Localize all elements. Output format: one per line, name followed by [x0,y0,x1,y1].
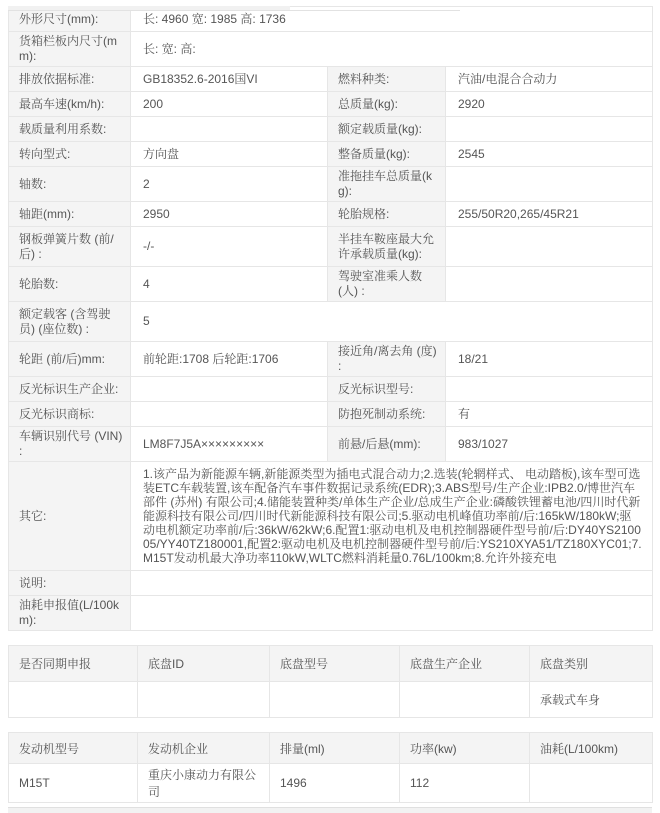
row-value [446,267,653,302]
chassis-data-row [9,682,653,718]
row-label: 排放依据标准: [9,67,131,92]
row-value: 200 [131,92,328,117]
row-label: 反光标识商标: [9,402,131,427]
engine-cell: 112 [400,764,530,803]
chassis-cell [400,682,530,718]
row-label: 外形尺寸(mm): [9,7,131,32]
row-value [446,227,653,267]
row-label: 钢板弹簧片数 (前/后) : [9,227,131,267]
engine-cell: M15T [9,764,138,803]
row-value: 汽油/电混合合动力 [446,67,653,92]
row-label: 轮胎规格: [328,202,446,227]
next-table-top-edge [8,807,652,813]
row-label: 其它: [9,462,131,571]
row-value [131,117,328,142]
table-row [9,142,653,167]
table-row [9,32,653,67]
previous-row-border [8,10,460,11]
row-label: 额定载质量(kg): [328,117,446,142]
row-label: 载质量利用系数: [9,117,131,142]
table-row [9,67,653,92]
table-row [9,377,653,402]
table-row [9,202,653,227]
engine-cell: 重庆小康动力有限公司 [138,764,270,803]
table-row [9,167,653,202]
table-row [9,427,653,462]
row-value [131,596,653,631]
row-label: 整备质量(kg): [328,142,446,167]
row-label: 说明: [9,571,131,596]
engine-table [8,732,653,803]
row-label: 准拖挂车总质量(kg): [328,167,446,202]
chassis-header-cell: 是否同期申报 [9,646,138,682]
row-value [446,167,653,202]
row-value: 2545 [446,142,653,167]
row-label: 轮胎数: [9,267,131,302]
row-value: 2920 [446,92,653,117]
row-label: 轮距 (前/后)mm: [9,342,131,377]
row-label: 燃料种类: [328,67,446,92]
vehicle-spec-table [8,6,653,631]
engine-header-cell: 发动机型号 [9,733,138,764]
engine-header-cell: 排量(ml) [270,733,400,764]
row-value: 方向盘 [131,142,328,167]
chassis-header-cell: 底盘类别 [530,646,653,682]
chassis-header-cell: 底盘ID [138,646,270,682]
engine-header-cell: 油耗(L/100km) [530,733,653,764]
row-label: 半挂车鞍座最大允许承载质量(kg): [328,227,446,267]
row-value: GB18352.6-2016国VI [131,67,328,92]
row-value: 有 [446,402,653,427]
chassis-header-cell: 底盘型号 [270,646,400,682]
table-row [9,267,653,302]
row-value: 18/21 [446,342,653,377]
row-value: 4 [131,267,328,302]
row-label: 驾驶室准乘人数 (人) : [328,267,446,302]
chassis-header-row [9,646,653,682]
table-row [9,227,653,267]
table-row [9,462,653,571]
chassis-cell [9,682,138,718]
engine-data-row [9,764,653,803]
row-label: 防抱死制动系统: [328,402,446,427]
row-value: 长: 宽: 高: [131,32,653,67]
row-value: 前轮距:1708 后轮距:1706 [131,342,328,377]
row-label: 轴距(mm): [9,202,131,227]
engine-cell [530,764,653,803]
row-label: 车辆识别代号 (VIN) : [9,427,131,462]
chassis-header-cell: 底盘生产企业 [400,646,530,682]
row-value: -/- [131,227,328,267]
row-label: 最高车速(km/h): [9,92,131,117]
row-value: 255/50R20,265/45R21 [446,202,653,227]
chassis-table [8,645,653,718]
table-row [9,402,653,427]
row-value [131,571,653,596]
other-notes-value: 1.该产品为新能源车辆,新能源类型为插电式混合动力;2.选装(轮辋样式、 电动踏板),该车型可选装ETC车载装置,该车配备汽车事件数据记录系统(EDR);3.ABS型号/生产企业:IPB2.0/博世汽车部件 (苏州) 有限公司;4.储能装置种类/单体生产企业/总成生产企业:磷酸铁锂蓄电池/四川时代新能源科技有限公司/四川时代新能源科技有限公司;5.驱动电机峰值功率前/后:165kW/180kW;驱动电机额定功率前/后:36kW/62kW;6.配置1:驱动电机及电机控制器硬件型号前/后:DY40YS210005/YY40TZ180001,配置2:驱动电机及电机控制器硬件型号前/后:YS210XYA51/TZ180XYC01;7.M15T发动机最大净功率110kW,WLTC燃料消耗量0.76L/100km;8.允许外接充电 [131,462,653,571]
row-value [446,117,653,142]
row-label: 接近角/离去角 (度) : [328,342,446,377]
vin-value: LM8F7J5A××××××××× [131,427,328,462]
row-label: 轴数: [9,167,131,202]
table-row [9,92,653,117]
table-row [9,342,653,377]
chassis-cell: 承载式车身 [530,682,653,718]
row-value: 2 [131,167,328,202]
row-label: 额定载客 (含驾驶员) (座位数) : [9,302,131,342]
table-row [9,117,653,142]
row-label: 货箱栏板内尺寸(mm): [9,32,131,67]
table-row [9,571,653,596]
engine-cell: 1496 [270,764,400,803]
row-label: 反光标识型号: [328,377,446,402]
row-label: 总质量(kg): [328,92,446,117]
row-value: 2950 [131,202,328,227]
row-value: 5 [131,302,653,342]
row-label: 油耗申报值(L/100km): [9,596,131,631]
chassis-cell [138,682,270,718]
table-row [9,596,653,631]
row-value [131,377,328,402]
row-value [131,402,328,427]
row-value [446,377,653,402]
vehicle-declaration-page [0,6,660,799]
engine-header-cell: 功率(kw) [400,733,530,764]
chassis-cell [270,682,400,718]
engine-header-cell: 发动机企业 [138,733,270,764]
row-label: 前悬/后悬(mm): [328,427,446,462]
engine-header-row [9,733,653,764]
table-row [9,302,653,342]
row-label: 转向型式: [9,142,131,167]
row-value: 983/1027 [446,427,653,462]
row-label: 反光标识生产企业: [9,377,131,402]
row-value: 长: 4960 宽: 1985 高: 1736 [131,7,653,32]
